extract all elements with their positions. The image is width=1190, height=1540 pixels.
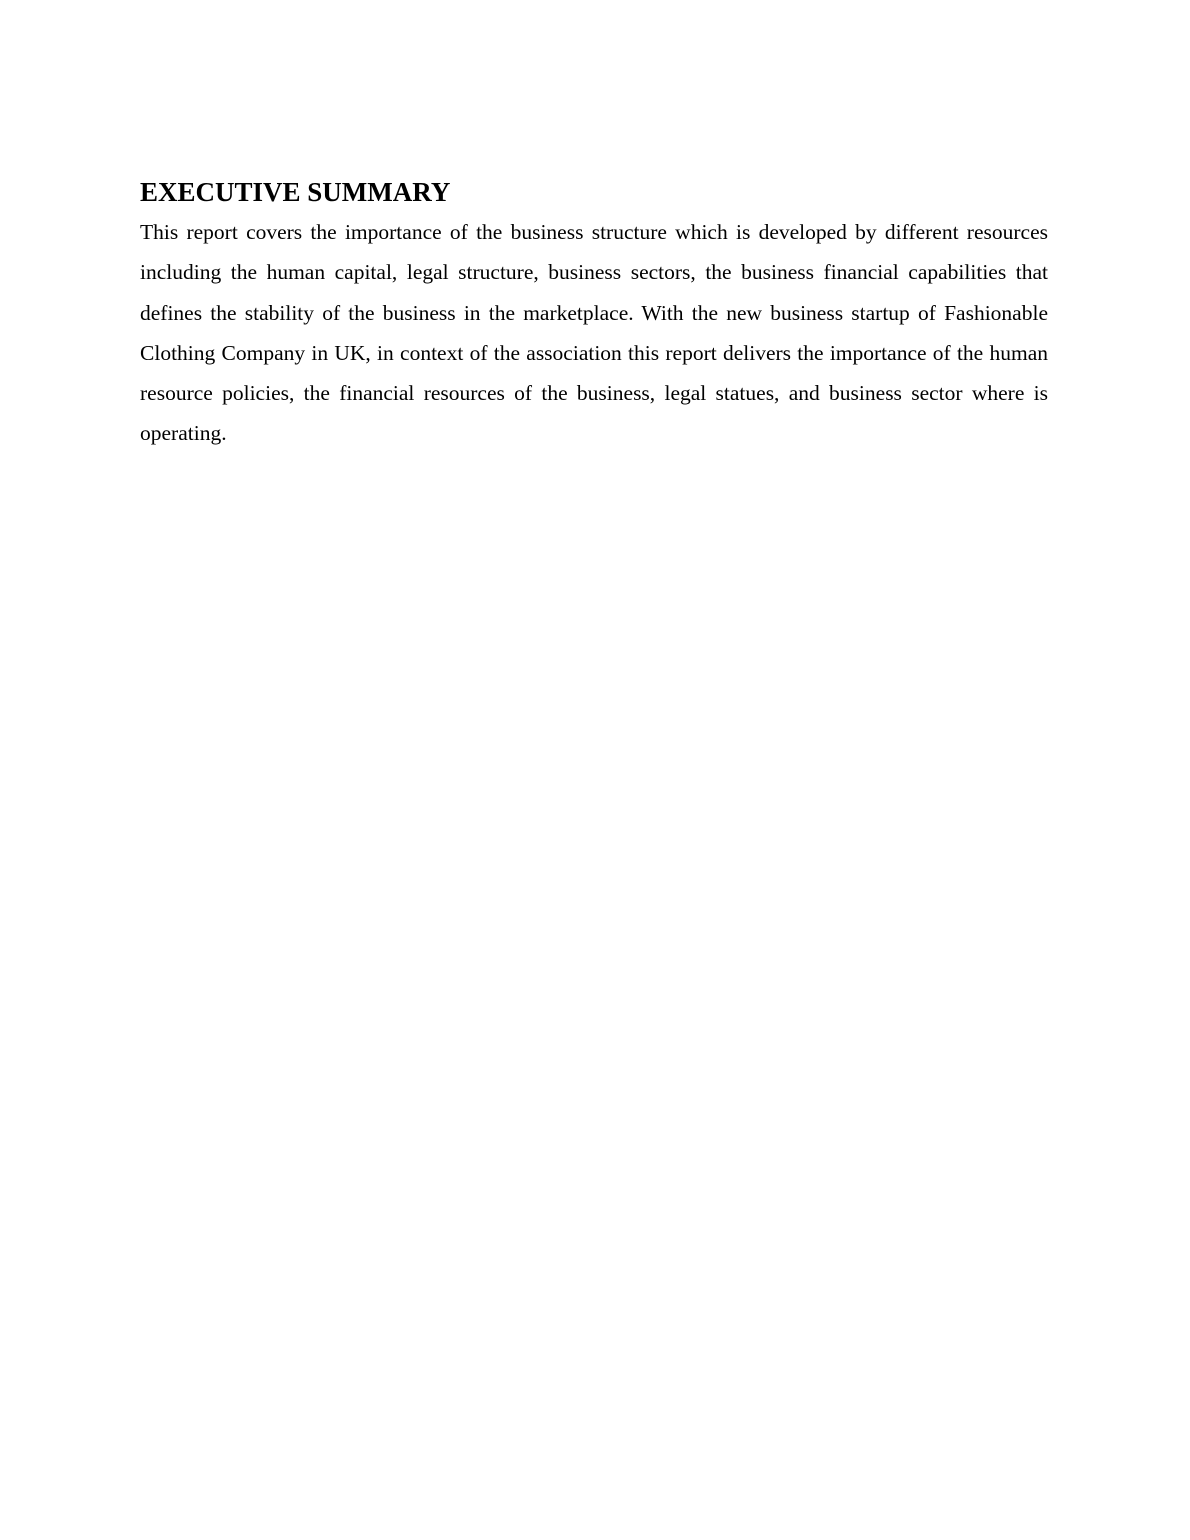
summary-paragraph: This report covers the importance of the business structure which is developed by different resources including the human capital, legal structure, business sectors, the business financial capabilities that defines the stability of the business in the marketplace. With the new business startup of Fashionable Clothing Company in UK, in context of the association this report delivers the importance of the human resource policies, the financial resources of the business, legal statues, and business sector where is operating.: [140, 220, 1048, 446]
section-heading: EXECUTIVE SUMMARY: [140, 177, 451, 207]
page-content: [140, 172, 1048, 454]
